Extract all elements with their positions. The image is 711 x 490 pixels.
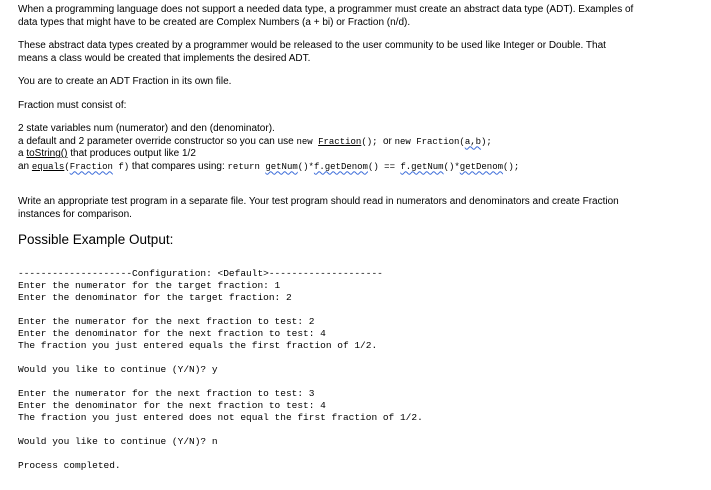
text-or: or [382, 135, 395, 147]
requirement-tostring [18, 148, 698, 161]
code-getnum: getNum [265, 161, 298, 172]
output-line: Would you like to continue (Y/N)? n [18, 436, 218, 447]
code-end: (); [503, 161, 520, 172]
code-getdenom: getDenom [459, 161, 504, 172]
tostring-link[interactable]: toString() [26, 148, 68, 159]
requirement-constructors-text: a default and 2 parameter override constructor so you can use [18, 135, 297, 147]
requirement-constructors [18, 136, 698, 149]
output-line: Enter the denominator for the next fraction to test: 4 [18, 400, 326, 411]
code-return: return [227, 161, 266, 172]
code-mult-1: ()* [297, 161, 314, 172]
output-heading: Possible Example Output: [18, 232, 174, 247]
document-page [18, 4, 698, 472]
intro-paragraph-2-line-2: means a class would be created that implements the desired ADT. [18, 52, 311, 64]
code-open-paren: ( [64, 161, 70, 172]
code-mult-2: ()* [443, 161, 460, 172]
code-empty-args: (); [361, 136, 383, 147]
output-line: Enter the numerator for the target fraction: 1 [18, 280, 281, 291]
code-equality: () == [367, 161, 401, 172]
text-a: a [18, 148, 27, 159]
code-f-getnum: f.getNum [400, 161, 444, 172]
text-an: an [18, 160, 32, 172]
output-line: Enter the denominator for the target fraction: 2 [18, 292, 292, 303]
output-line: Would you like to continue (Y/N)? y [18, 364, 218, 375]
code-fraction-class: Fraction [318, 136, 362, 147]
code-fraction-param: Fraction [69, 161, 113, 172]
output-line: The fraction you just entered equals the first fraction of 1/2. [18, 340, 378, 351]
intro-paragraph-4: Fraction must consist of: [18, 99, 127, 111]
code-close-paren: ); [481, 136, 492, 147]
code-args-ab: a,b [464, 136, 482, 147]
output-line: Process completed. [18, 460, 121, 471]
intro-paragraph-1-line-1: When a programming language does not support a needed data type, a programmer must create an abstract data type (ADT). Examples of [18, 4, 634, 15]
output-line: --------------------Configuration: <Default>-------------------- [18, 268, 383, 279]
tostring-description: that produces output like 1/2 [67, 148, 196, 159]
equals-description: that compares using: [129, 160, 228, 172]
output-line: The fraction you just entered does not equal the first fraction of 1/2. [18, 412, 423, 423]
output-blank-line [18, 352, 698, 364]
output-blank-line [18, 376, 698, 388]
intro-paragraph-3: You are to create an ADT Fraction in its own file. [18, 76, 232, 87]
output-line: Enter the denominator for the next fraction to test: 4 [18, 328, 326, 339]
intro-paragraph-1-line-2: data types that might have to be created are Complex Numbers (a + bi) or Fraction (n/d). [18, 16, 411, 28]
output-blank-line [18, 424, 698, 436]
code-new-fraction: new Fraction( [394, 136, 465, 147]
code-f-getdenom: f.getDenom [313, 161, 368, 172]
instructions-line-2: instances for comparison. [18, 208, 132, 220]
output-line: Enter the numerator for the next fraction to test: 3 [18, 388, 315, 399]
instructions-line-1: Write an appropriate test program in a separate file. Your test program should read in numerators and denominators and create Fraction [18, 196, 619, 207]
requirement-state-variables: 2 state variables num (numerator) and den (denominator). [18, 123, 275, 134]
example-output-block [18, 268, 698, 472]
output-blank-line [18, 304, 698, 316]
intro-paragraph-2-line-1: These abstract data types created by a programmer would be released to the user community to be used like Integer or Double. That [18, 40, 606, 51]
requirement-equals [18, 161, 698, 174]
output-line: Enter the numerator for the next fraction to test: 2 [18, 316, 315, 327]
code-new: new [296, 136, 319, 147]
equals-link[interactable]: equals [31, 161, 65, 172]
output-blank-line [18, 448, 698, 460]
code-param-f: f) [112, 161, 130, 172]
